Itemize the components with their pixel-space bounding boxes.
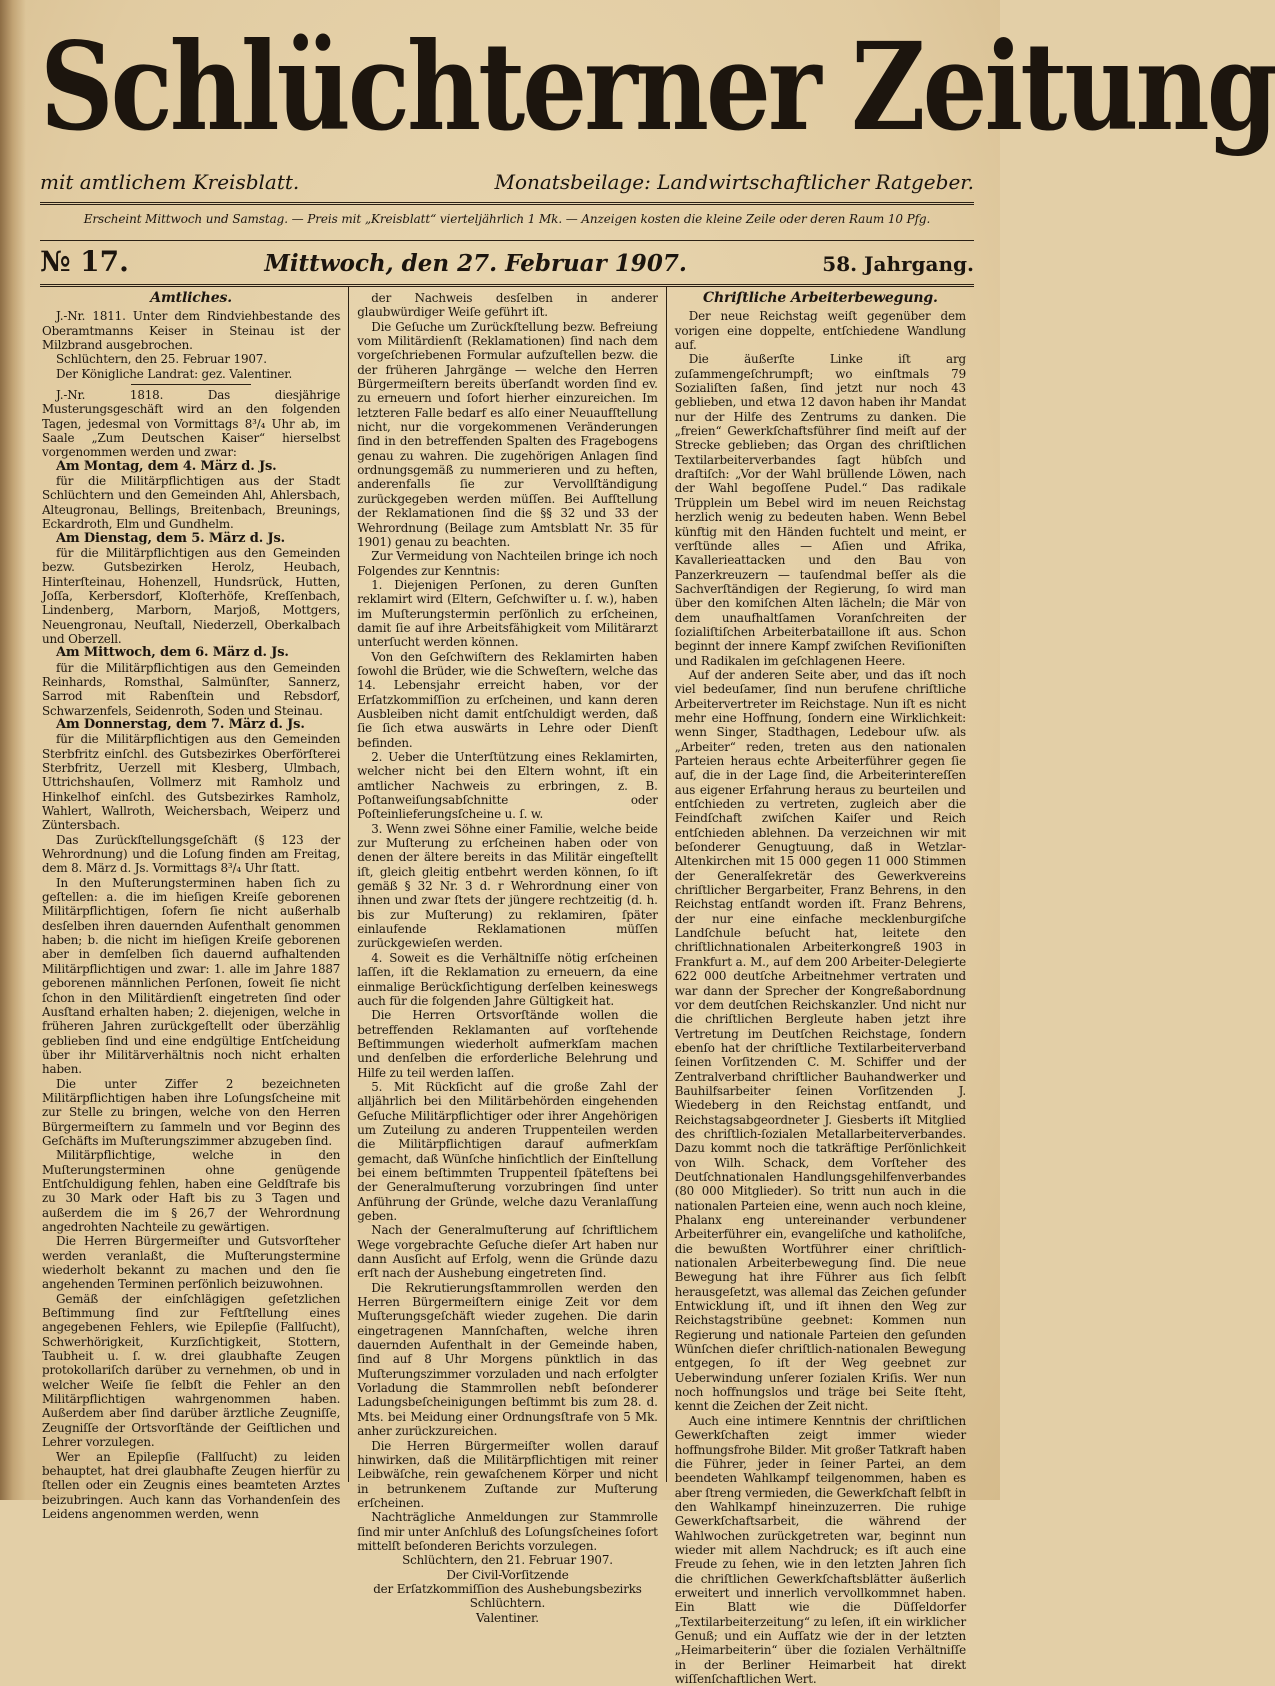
- issue-year: 58. Jahrgang.: [822, 252, 974, 276]
- notice-paragraph: Wer an Epilepſie (Fallſucht) zu leiden behauptet, hat drei glaubhafte Zeugen hierfür zu ſtellen oder ein Zeugnis eines beamteten Arztes beizubringen. Auch kann das Vorhandenſein des Leidens angenommen werden, wenn: [42, 1449, 341, 1521]
- section-heading-amtliches: Amtliches.: [150, 290, 232, 306]
- schedule-day-text: für die Militärpflichtigen aus den Gemeinden bezw. Gutsbezirken Herolz, Heubach, Hinterſteinau, Hohenzell, Hundsrück, Hutten, Joſſa, Kerbersdorf, Kloſterhöfe, Kreſſenbach, Lindenberg, Marborn, Marjoß, Mottgers, Neuengronau, Neuſtall, Niederzell, Oberkalbach und Oberzell.: [42, 545, 341, 646]
- schedule-day-heading: Am Dienstag, dem 5. März d. Js.: [56, 530, 285, 546]
- schedule-day-heading: Am Montag, dem 4. März d. Js.: [56, 458, 277, 474]
- notice-signature: Der Königliche Landrat: gez. Valentiner.: [56, 366, 293, 381]
- masthead-title: Schlüchterner Zeitung: [40, 16, 1275, 159]
- notice-signature: der Erſatzkommiſſion des Aushebungsbezirks Schlüchtern.: [373, 1581, 642, 1611]
- notice-place-date: Schlüchtern, den 21. Februar 1907.: [402, 1553, 613, 1568]
- issue-date: Mittwoch, den 27. Februar 1907.: [264, 250, 687, 277]
- notice-paragraph: Die Herren Bürgermeiſter und Gutsvorſteher werden veranlaßt, die Muſterungstermine wiederholt bekannt zu machen und den ſie angehenden Terminen perſönlich beizuwohnen.: [42, 1234, 341, 1292]
- schedule-day-heading: Am Donnerstag, dem 7. März d. Js.: [56, 716, 305, 732]
- article-columns: [40, 284, 974, 1686]
- subtitle-left: mit amtlichem Kreisblatt.: [40, 170, 300, 194]
- notice-signature: Valentiner.: [476, 1610, 539, 1625]
- schedule-day-text: für die Militärpflichtigen aus den Gemeinden Sterbfritz einſchl. des Gutsbezirkes Oberförſterei Sterbfritz, Uerzell mit Klesberg, Ulmbach, Uttrichshauſen, Vollmerz mit Ramholz und Hinkelhof einſchl. des Gutsbezirkes Ramholz, Wahlert, Wallroth, Weichersbach, Weiperz und Züntersbach.: [42, 732, 341, 833]
- subtitle-right: Monatsbeilage: Landwirtschaftlicher Ratgeber.: [494, 170, 974, 194]
- column-continuation: [348, 287, 666, 1625]
- notice-paragraph: Zur Vermeidung von Nachteilen bringe ich noch Folgendes zur Kenntnis:: [357, 549, 658, 578]
- notice-paragraph: Die Geſuche um Zurückſtellung bezw. Befreiung vom Militärdienſt (Reklamationen) ſind nach dem vorgeſchriebenen Formular aufzuſtellen bezw. die der früheren Jahrgänge — welche den Herren Bürgermeiſtern bereits überſandt worden ſind ev. zu erneuern und ſofort hierher einzureichen. Im letzteren Falle bedarf es alſo einer Neuaufſtellung nicht, nur die vorgekommenen Veränderungen ſind in den betreffenden Spalten des Fragebogens genau zu wahren. Die zugehörigen Anlagen ſind ordnungsgemäß zu nummerieren und zu heften, anderenfalls ſie zur Vervollſtändigung zurückgegeben werden müſſen. Bei Aufſtellung der Reklamationen ſind die §§ 32 und 33 der Wehrordnung (Beilage zum Amtsblatt Nr. 35 für 1901) genau zu beachten.: [357, 319, 658, 549]
- notice-paragraph: Militärpflichtige, welche in den Muſterungsterminen ohne genügende Entſchuldigung fehlen, haben eine Geldſtrafe bis zu 30 Mark oder Haft bis zu 3 Tagen und außerdem die im § 26,7 der Wehrordnung angedrohten Nachteile zu gewärtigen.: [42, 1148, 341, 1234]
- notice-paragraph: der Nachweis desſelben in anderer glaubwürdiger Weiſe geführt iſt.: [357, 291, 658, 320]
- notice-paragraph: Die Rekrutierungsſtammrollen werden den Herren Bürgermeiſtern einige Zeit vor dem Muſterungsgeſchäft wieder zugehen. Die darin eingetragenen Mannſchaften, welche ihren dauernden Aufenthalt in der Gemeinde haben, ſind auf 8 Uhr Morgens pünktlich in das Muſterungszimmer vorzuladen und nach erfolgter Vorladung die Stammrollen nebſt beſonderer Ladungsbeſcheinigungen beſtimmt bis zum 28. d. Mts. bei Meidung einer Ordnungsſtrafe von 5 Mk. anher zurückzureichen.: [357, 1280, 658, 1439]
- article-heading: Chriſtliche Arbeiterbewegung.: [703, 290, 938, 306]
- notice-paragraph: J.-Nr. 1818. Das diesjährige Musterungsgeschäft wird an den folgenden Tagen, jedesmal von Vormittags 8³/₄ Uhr ab, im Saale „Zum Deutschen Kaiser“ hierselbst vorgenommen werden und zwar:: [42, 388, 341, 460]
- publication-info: Erscheint Mittwoch und Samstag. — Preis mit „Kreisblatt“ vierteljährlich 1 Mk. — Anzeigen kosten die kleine Zeile oder deren Raum 10 Pfg.: [83, 212, 931, 226]
- notice-paragraph: 1. Diejenigen Perſonen, zu deren Gunſten reklamirt wird (Eltern, Geſchwiſter u. ſ. w.), haben im Muſterungstermin perſönlich zu erſcheinen, damit ſie auf ihre Arbeitsfähigkeit vom Militärarzt unterſucht werden können.: [357, 577, 658, 650]
- notice-signature: Der Civil-Vorſitzende: [446, 1567, 569, 1582]
- notice-paragraph: 4. Soweit es die Verhältniſſe nötig erſcheinen laſſen, iſt die Reklamation zu erneuern, da eine einmalige Berückſichtigung derſelben keineswegs auch für die folgenden Jahre Gültigkeit hat.: [357, 950, 658, 1008]
- notice-paragraph: Gemäß der einſchlägigen geſetzlichen Beſtimmung ſind zur Feſtſtellung eines angegebenen Fehlers, wie Epilepſie (Fallſucht), Schwerhörigkeit, Kurzſichtigkeit, Stottern, Taubheit u. ſ. w. drei glaubhafte Zeugen protokollariſch darüber zu vernehmen, ob und in welcher Weiſe ſie ſelbſt die Fehler an den Militärpflichtigen wahrgenommen haben. Außerdem aber ſind darüber ärztliche Zeugniſſe, Zeugniſſe der Ortsvorſtände der Geiſtlichen und Lehrer vorzulegen.: [42, 1291, 341, 1450]
- notice-paragraph: Von den Geſchwiſtern des Reklamirten haben ſowohl die Brüder, wie die Schweſtern, welche das 14. Lebensjahr erreicht haben, vor der Erſatzkommiſſion zu erſcheinen, und kann deren Ausbleiben nicht damit entſchuldigt werden, daß ſie ſich etwa auswärts in Lehre oder Dienſt befinden.: [357, 649, 658, 750]
- article-paragraph: Der neue Reichstag weiſt gegenüber dem vorigen eine doppelte, entſchiedene Wandlung auf.: [674, 309, 966, 353]
- article-paragraph: Auf der anderen Seite aber, und das iſt noch viel bedeuſamer, ſind nun berufene chriſtliche Arbeitervertreter im Reichstage. Nun iſt es nicht mehr eine Hoffnung, ſondern eine Wirklichkeit: wenn Singer, Stadthagen, Ledebour uſw. als „Arbeiter“ reden, treten aus den nationalen Parteien heraus echte Arbeiterführer gegen ſie auf, die in der Lage ſind, die Arbeiterintereſſen aus eigener Erfahrung heraus zu beurteilen und entſchieden zu vertreten, zugleich aber die Feindſchaft zwiſchen Kaiſer und Reich entſchieden ablehnen. Da verzeichnen wir mit beſonderer Genugtuung, daß in Wetzlar-Altenkirchen mit 15 000 gegen 11 000 Stimmen der Generalſekretär des Gewerkvereins chriſtlicher Bergarbeiter, Franz Behrens, in den Reichstag entſandt worden iſt. Franz Behrens, der nur eine einfache mecklenburgiſche Landſchule beſucht hat, leitete den chriſtlichnationalen Arbeiterkongreß 1903 in Frankfurt a. M., auf dem 200 Arbeiter-Delegierte 622 000 deutſche Arbeitnehmer vertraten und war dann der Sprecher der Kongreßabordnung vor dem deutſchen Reichskanzler. Und nicht nur die chriſtlichen Bergleute haben jetzt ihre Vertretung im Deutſchen Reichstage, ſondern ebenſo hat der chriſtliche Textilarbeiterverband ſeinen Vorſitzenden C. M. Schiffer und der Zentralverband chriſtlicher Bauhandwerker und Bauhilfsarbeiter ſeinen Vorſitzenden J. Wiedeberg in den Reichstag entſandt, und Reichstagsabgeordneter J. Giesberts iſt Mitglied des chriſtlich-ſozialen Metallarbeiterverbandes. Dazu kommt noch die tatkräftige Perſönlichkeit von Wilh. Schack, dem Vorſteher des Deutſchnationalen Handlungsgehilfenverbandes (80 000 Mitglieder). So tritt nun auch in die nationalen Parteien eine, wenn auch noch kleine, Phalanx eng untereinander verbundener Arbeiterführer ein, evangeliſche und katholiſche, die bewußten Wortführer einer chriſtlich-nationalen Arbeiterbewegung ſind. Die neue Bewegung hat ihre Führer aus ſich ſelbſt herausgeſetzt, was allemal das Zeichen geſunder Entwicklung iſt, und iſt ihnen den Weg zur Reichstagstribüne geebnet: Kommen nun Regierung und nationale Parteien den geſunden Wünſchen dieſer chriſtlich-nationalen Bewegung entgegen, ſo iſt der Weg geebnet zur Ueberwindung unſerer ſozialen Kriſis. Wer nun noch hoffnungslos und träge bei Seite ſteht, kennt die Zeichen der Zeit nicht.: [674, 667, 966, 1414]
- schedule-day-text: für die Militärpflichtigen aus der Stadt Schlüchtern und den Gemeinden Ahl, Ahlersbach, Alteugronau, Bellings, Breitenbach, Breunings, Eckardroth, Elm und Gundhelm.: [42, 474, 341, 532]
- issue-number: № 17.: [40, 245, 129, 278]
- notice-paragraph: Nach der Generalmuſterung auf ſchriftlichem Wege vorgebrachte Geſuche dieſer Art haben nur dann Ausſicht auf Erfolg, wenn die Gründe dazu erſt nach der Aushebung eingetreten ſind.: [357, 1223, 658, 1281]
- column-amtliches: [40, 287, 348, 1521]
- column-arbeiterbewegung: [666, 287, 974, 1686]
- masthead-subline: [40, 170, 974, 194]
- divider: [131, 384, 250, 385]
- article-paragraph: Auch eine intimere Kenntnis der chriſtlichen Gewerkſchaften zeigt immer wieder hoffnungsfrohe Bilder. Mit großer Tatkraft haben die Führer, jeder in ſeiner Partei, an dem beendeten Wahlkampf teilgenommen, haben es aber ſtreng vermieden, die Gewerkſchaft ſelbſt in den Wahlkampf hineinzuzerren. Die ruhige Gewerkſchaftsarbeit, die während der Wahlwochen zurückgetreten war, beginnt nun wieder mit allem Nachdruck; es iſt auch eine Freude zu ſehen, wie in den letzten Jahren ſich die chriſtlichen Gewerkſchaftsblätter äußerlich erweitert und innerlich vervollkommnet haben. Ein Blatt wie die Düſſeldorfer „Textilarbeiterzeitung“ zu leſen, iſt ein wirklicher Genuß; und ein Aufſatz wie der in der letzten „Heimarbeiterin“ über die ſozialen Verhältniſſe in der Berliner Heimarbeit hat direkt wiſſenſchaftlichen Wert.: [674, 1413, 966, 1686]
- issue-row: [40, 241, 974, 280]
- notice-paragraph: Die Herren Bürgermeiſter wollen darauf hinwirken, daß die Militärpflichtigen mit reiner Leibwäſche, rein gewaſchenem Körper und nicht in betrunkenem Zuſtande zur Muſterung erſcheinen.: [357, 1438, 658, 1510]
- notice-paragraph: Nachträgliche Anmeldungen zur Stammrolle ſind mir unter Anſchluß des Loſungsſcheines ſofort mittelſt beſonderen Berichts vorzulegen.: [357, 1510, 658, 1553]
- notice-paragraph: 3. Wenn zwei Söhne einer Familie, welche beide zur Muſterung zu erſcheinen haben oder von denen der ältere bereits in das Militär eingeſtellt iſt, gleich gleitig entbehrt werden können, ſo iſt gemäß § 32 Nr. 3 d. r Wehrordnung einer von ihnen und zwar ſtets der jüngere rechtzeitig (d. h. bis zur Muſterung) zu reklamiren, ſpäter einlaufende Reklamationen müſſen zurückgewieſen werden.: [357, 821, 658, 951]
- notice-paragraph: J.-Nr. 1811. Unter dem Rindviehbestande des Oberamtmanns Keiser in Steinau ist der Milzbrand ausgebrochen.: [42, 309, 341, 353]
- notice-paragraph: In den Muſterungsterminen haben ſich zu geſtellen: a. die im hieſigen Kreiſe geborenen Militärpflichtigen, ſofern ſie nicht außerhalb desſelben ihren dauernden Aufenthalt genommen haben; b. die nicht im hieſigen Kreiſe geborenen aber in demſelben ſich dauernd aufhaltenden Militärpflichtigen und zwar: 1. alle im Jahre 1887 geborenen männlichen Perſonen, ſoweit ſie nicht ſchon in den Militärdienſt eingetreten ſind oder Ausſtand erhalten haben; 2. diejenigen, welche in früheren Jahren zurückgeſtellt oder überzählig geblieben ſind und eine endgültige Entſcheidung über ihr Militärverhältnis noch nicht erhalten haben.: [42, 875, 341, 1077]
- notice-paragraph: Die Herren Ortsvorſtände wollen die betreffenden Reklamanten auf vorſtehende Beſtimmungen wiederholt aufmerkſam machen und denſelben die erforderliche Belehrung und Hilfe zu teil werden laſſen.: [357, 1008, 658, 1080]
- notice-paragraph: Das Zurückſtellungsgeſchäft (§ 123 der Wehrordnung) und die Loſung finden am Freitag, dem 8. März d. Js. Vormittags 8³/₄ Uhr ſtatt.: [42, 832, 341, 876]
- article-paragraph: Die äußerſte Linke iſt arg zuſammengeſchrumpft; wo einſtmals 79 Sozialiſten ſaßen, ſind jetzt nur noch 43 geblieben, und etwa 12 davon haben ihr Mandat nur der Hilfe des Zentrums zu danken. Die „freien“ Gewerkſchaftsführer ſind meiſt auf der Strecke geblieben; das Organ des chriſtlichen Textilarbeiterverbandes ſagt hübſch und draſtiſch: „Vor der Wahl brüllende Löwen, nach der Wahl begoſſene Pudel.“ Das radikale Trüpplein um Bebel wird im neuen Reichstag herzlich wenig zu bedeuten haben. Wenn Bebel künftig mit den Händen fuchtelt und meint, er verſtünde alles — Aſien und Afrika, Kavallerieattacken und den Bau von Panzerkreuzern — tauſendmal beſſer als die Sachverſtändigen der Regierung, ſo wird man über den komiſchen Alten lächeln; die Mär von dem unaufhaltſamen Voranſchreiten der ſozialiſtiſchen Arbeiterbataillone iſt aus. Schon beginnt der innere Kampf zwiſchen Reviſioniſten und Radikalen im geſchlagenen Heere.: [674, 352, 966, 668]
- notice-paragraph: 2. Ueber die Unterſtützung eines Reklamirten, welcher nicht bei den Eltern wohnt, iſt ein amtlicher Nachweis zu erbringen, z. B. Poſtanweiſungsabſchnitte oder Poſteinlieferungsſcheine u. ſ. w.: [357, 750, 658, 822]
- notice-paragraph: 5. Mit Rückſicht auf die große Zahl der alljährlich bei den Militärbehörden eingehenden Geſuche Militärpflichtiger oder ihrer Angehörigen um Zuteilung zu anderen Truppenteilen werden die Militärpflichtigen darauf aufmerkſam gemacht, daß Wünſche hinſichtlich der Einſtellung bei einem beſtimmten Truppenteil ſpäteſtens bei der Generalmuſterung vorzubringen ſind unter Anführung der Gründe, welche dazu Veranlaſſung geben.: [357, 1079, 658, 1223]
- schedule-day-text: für die Militärpflichtigen aus den Gemeinden Reinhards, Romsthal, Salmünſter, Sannerz, Sarrod mit Rabenſtein und Rebsdorf, Schwarzenfels, Seidenroth, Soden und Steinau.: [42, 660, 341, 718]
- notice-paragraph: Die unter Ziffer 2 bezeichneten Militärpflichtigen haben ihre Loſungsſcheine mit zur Stelle zu bringen, welche von den Herren Bürgermeiſtern zu ſammeln und vor Beginn des Geſchäfts im Muſterungszimmer abzugeben ſind.: [42, 1076, 341, 1148]
- schedule-day-heading: Am Mittwoch, dem 6. März d. Js.: [56, 645, 289, 661]
- notice-place-date: Schlüchtern, den 25. Februar 1907.: [56, 352, 267, 367]
